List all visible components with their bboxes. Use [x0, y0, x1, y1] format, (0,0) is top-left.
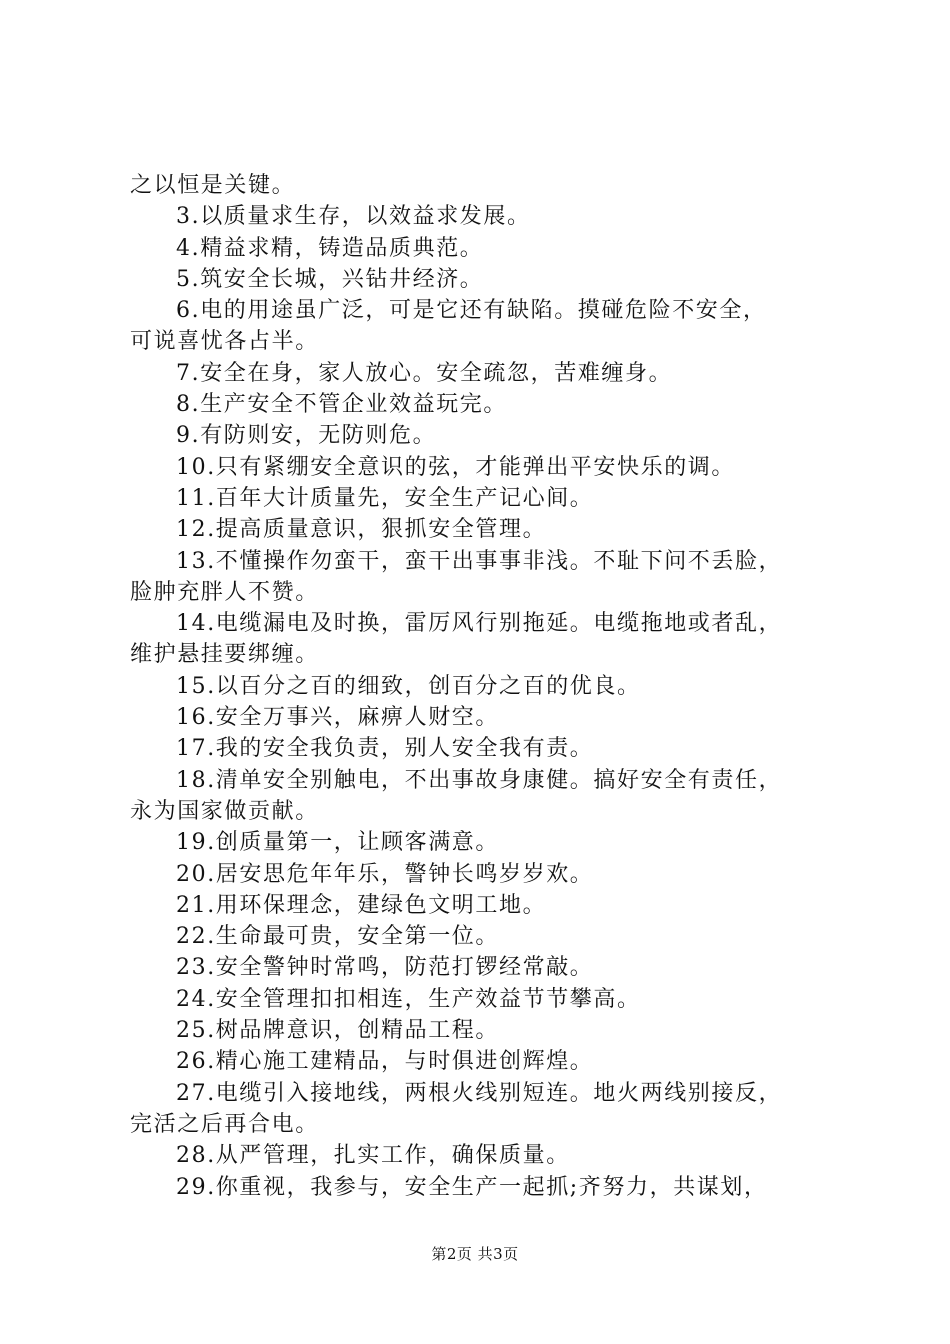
- text-line: 22.生命最可贵，安全第一位。: [176, 924, 499, 950]
- text-line: 10.只有紧绷安全意识的弦，才能弹出平安快乐的调。: [176, 454, 735, 480]
- text-line: 15.以百分之百的细致，创百分之百的优良。: [176, 673, 641, 699]
- text-line: 12.提高质量意识，狠抓安全管理。: [176, 517, 547, 543]
- text-line: 9.有防则安，无防则危。: [176, 423, 437, 449]
- page-footer: 第2页 共3页: [431, 1245, 519, 1263]
- text-line: 19.创质量第一，让顾客满意。: [176, 830, 499, 856]
- text-line: 5.筑安全长城，兴钻井经济。: [176, 266, 484, 292]
- text-line: 23.安全警钟时常鸣，防范打锣经常敲。: [176, 955, 594, 981]
- text-line: 17.我的安全我负责，别人安全我有责。: [176, 736, 594, 762]
- text-line: 20.居安思危年年乐，警钟长鸣岁岁欢。: [176, 861, 594, 887]
- text-line: 4.精益求精，铸造品质典范。: [176, 235, 484, 261]
- text-line: 28.从严管理，扎实工作，确保质量。: [176, 1143, 570, 1169]
- text-line: 18.清单安全别触电，不出事故身康健。搞好安全有责任，: [176, 767, 783, 793]
- text-line: 26.精心施工建精品，与时俱进创辉煌。: [176, 1049, 594, 1075]
- text-line: 6.电的用途虽广泛，可是它还有缺陷。摸碰危险不安全，: [176, 298, 767, 324]
- text-line: 完活之后再合电。: [130, 1111, 319, 1137]
- text-line: 11.百年大计质量先，安全生产记心间。: [176, 485, 594, 511]
- text-line: 3.以质量求生存，以效益求发展。: [176, 204, 531, 230]
- text-line: 8.生产安全不管企业效益玩完。: [176, 392, 507, 418]
- text-line: 29.你重视，我参与，安全生产一起抓;齐努力，共谋划，: [176, 1174, 768, 1200]
- text-line: 7.安全在身，家人放心。安全疏忽，苦难缠身。: [176, 360, 673, 386]
- text-line: 永为国家做贡献。: [130, 798, 319, 824]
- text-line: 13.不懂操作勿蛮干，蛮干出事事非浅。不耻下问不丢脸，: [176, 548, 783, 574]
- text-line: 21.用环保理念，建绿色文明工地。: [176, 892, 547, 918]
- text-line: 25.树品牌意识，创精品工程。: [176, 1018, 499, 1044]
- text-line: 24.安全管理扣扣相连，生产效益节节攀高。: [176, 986, 641, 1012]
- text-line: 16.安全万事兴，麻痹人财空。: [176, 705, 499, 731]
- text-line: 之以恒是关键。: [130, 173, 296, 198]
- text-line: 可说喜忧各占半。: [130, 329, 319, 355]
- text-line: 14.电缆漏电及时换，雷厉风行别拖延。电缆拖地或者乱，: [176, 611, 783, 637]
- text-line: 脸肿充胖人不赞。: [130, 579, 319, 605]
- text-line: 维护悬挂要绑缠。: [130, 642, 319, 668]
- text-line: 27.电缆引入接地线，两根火线别短连。地火两线别接反，: [176, 1080, 783, 1106]
- document-body: [130, 170, 830, 1203]
